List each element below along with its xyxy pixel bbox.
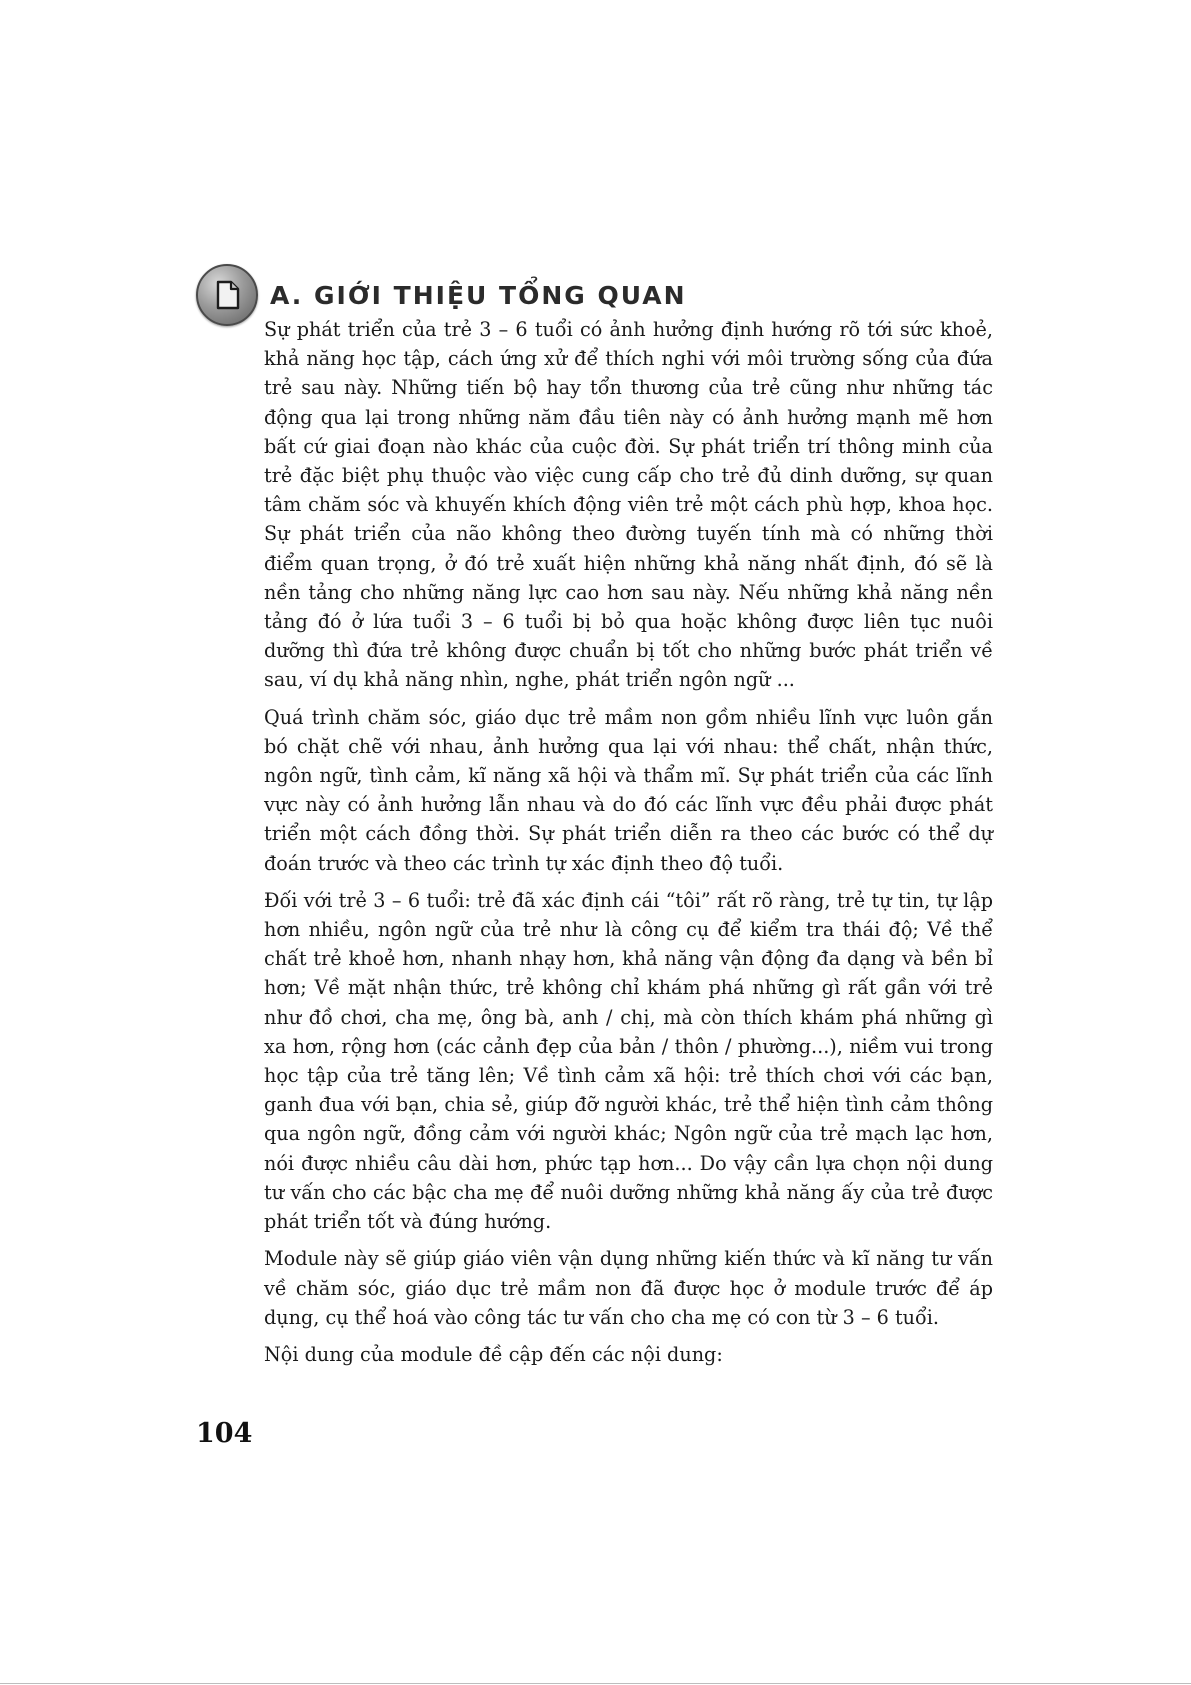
paragraph: Module này sẽ giúp giáo viên vận dụng những kiến thức và kĩ năng tư vấn về chăm sóc, giáo dục trẻ mầm non đã được học ở module trước để áp dụng, cụ thể hoá vào công tác tư vấn cho cha mẹ có con từ 3 – 6 tuổi. [264, 1247, 993, 1329]
paragraph: Quá trình chăm sóc, giáo dục trẻ mầm non gồm nhiều lĩnh vực luôn gắn bó chặt chẽ với nhau, ảnh hưởng qua lại với nhau: thể chất, nhận thức, ngôn ngữ, tình cảm, kĩ năng xã hội và thẩm mĩ. Sự phát triển của các lĩnh vực này có ảnh hưởng lẫn nhau và do đó các lĩnh vực đều phải được phát triển một cách đồng thời. Sự phát triển diễn ra theo các bước có thể dự đoán trước và theo các trình tự xác định theo độ tuổi. [264, 705, 993, 875]
document-icon [196, 264, 258, 326]
paragraph: Nội dung của module đề cập đến các nội dung: [264, 1342, 723, 1366]
page-number: 104 [196, 1418, 253, 1449]
body-text [264, 315, 993, 1377]
paragraph: Đối với trẻ 3 – 6 tuổi: trẻ đã xác định cái “tôi” rất rõ ràng, trẻ tự tin, tự lập hơn nhiều, ngôn ngữ của trẻ như là công cụ để kiểm tra thái độ; Về thể chất trẻ khoẻ hơn, nhanh nhạy hơn, khả năng vận động đa dạng và bền bỉ hơn; Về mặt nhận thức, trẻ không chỉ khám phá những gì rất gần với trẻ như đồ chơi, cha mẹ, ông bà, anh / chị, mà còn thích khám phá những gì xa hơn, rộng hơn (các cảnh đẹp của bản / thôn / phường...), niềm vui trong học tập của trẻ tăng lên; Về tình cảm xã hội: trẻ thích chơi với các bạn, ganh đua với bạn, chia sẻ, giúp đỡ người khác, trẻ thể hiện tình cảm thông qua ngôn ngữ, đồng cảm với người khác; Ngôn ngữ của trẻ mạch lạc hơn, nói được nhiều câu dài hơn, phức tạp hơn... Do vậy cần lựa chọn nội dung tư vấn cho các bậc cha mẹ để nuôi dưỡng những khả năng ấy của trẻ được phát triển tốt và đúng hướng. [264, 888, 993, 1234]
section-title: A. GIỚI THIỆU TỔNG QUAN [270, 280, 687, 310]
bottom-divider [0, 1683, 1191, 1684]
paragraph: Sự phát triển của trẻ 3 – 6 tuổi có ảnh hưởng định hướng rõ tới sức khoẻ, khả năng học tập, cách ứng xử để thích nghi với môi trường sống của đứa trẻ sau này. Những tiến bộ hay tổn thương của trẻ cũng như những tác động qua lại trong những năm đầu tiên này có ảnh hưởng mạnh mẽ hơn bất cứ giai đoạn nào khác của cuộc đời. Sự phát triển trí thông minh của trẻ đặc biệt phụ thuộc vào việc cung cấp cho trẻ đủ dinh dưỡng, sự quan tâm chăm sóc và khuyến khích động viên trẻ một cách phù hợp, khoa học. Sự phát triển của não không theo đường tuyến tính mà có những thời điểm quan trọng, ở đó trẻ xuất hiện những khả năng nhất định, đó sẽ là nền tảng cho những năng lực cao hơn sau này. Nếu những khả năng nền tảng đó ở lứa tuổi 3 – 6 tuổi bị bỏ qua hoặc không được liên tục nuôi dưỡng thì đứa trẻ không được chuẩn bị tốt cho những bước phát triển về sau, ví dụ khả năng nhìn, nghe, phát triển ngôn ngữ ... [264, 318, 993, 692]
